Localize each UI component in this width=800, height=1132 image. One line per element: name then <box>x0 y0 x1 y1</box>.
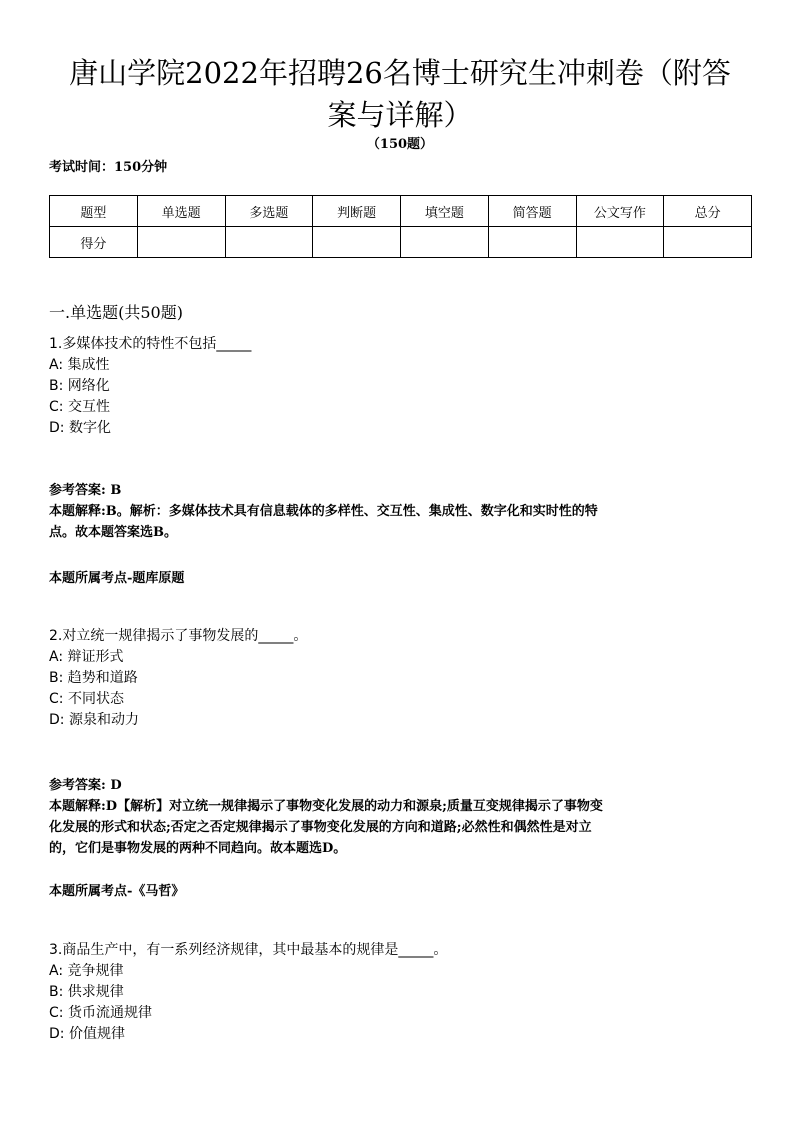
explanation-line: 本题解释:B。解析：多媒体技术具有信息载体的多样性、交互性、集成性、数字化和实时性的特 <box>49 504 598 519</box>
exam-time: 考试时间：150分钟 <box>49 160 168 175</box>
explanation-line: 化发展的形式和状态;否定之否定规律揭示了事物变化发展的方向和道路;必然性和偶然性是对立 <box>49 820 592 835</box>
question-count: （150题） <box>366 137 434 152</box>
question-3 <box>49 940 447 1045</box>
score-header-cell: 填空题 <box>401 196 489 227</box>
question-stem: 3.商品生产中，有一系列经济规律，其中最基本的规律是_____。 <box>49 942 448 958</box>
option-b: B: 网络化 <box>49 378 110 394</box>
score-cell <box>401 227 489 258</box>
option-d: D: 价值规律 <box>49 1026 125 1042</box>
explanation-line: 本题解释:D【解析】对立统一规律揭示了事物变化发展的动力和源泉;质量互变规律揭示了事物变 <box>49 799 603 814</box>
score-table-score-row <box>50 227 752 258</box>
score-table-header-row <box>50 196 752 227</box>
option-d: D: 数字化 <box>49 420 111 436</box>
knowledge-point: 本题所属考点-题库原题 <box>49 571 185 586</box>
option-c: C: 不同状态 <box>49 691 124 707</box>
score-header-cell: 题型 <box>50 196 138 227</box>
score-cell <box>488 227 576 258</box>
section-title: 一.单选题(共50题) <box>49 303 183 322</box>
score-header-cell: 公文写作 <box>576 196 664 227</box>
answer-block-2 <box>49 775 749 859</box>
document-title <box>40 52 760 136</box>
score-header-cell: 多选题 <box>225 196 313 227</box>
score-cell <box>225 227 313 258</box>
explanation-line: 的，它们是事物发展的两种不同趋向。故本题选D。 <box>49 841 347 856</box>
question-1 <box>49 334 251 439</box>
question-stem: 1.多媒体技术的特性不包括_____ <box>49 336 252 352</box>
score-cell <box>664 227 752 258</box>
score-header-cell: 总分 <box>664 196 752 227</box>
question-stem: 2.对立统一规律揭示了事物发展的_____。 <box>49 628 308 644</box>
question-2 <box>49 626 307 731</box>
score-row-label: 得分 <box>50 227 138 258</box>
option-d: D: 源泉和动力 <box>49 712 139 728</box>
option-b: B: 供求规律 <box>49 984 124 1000</box>
reference-answer: 参考答案: D <box>49 778 122 793</box>
option-a: A: 辩证形式 <box>49 649 124 665</box>
explanation-line: 点。故本题答案选B。 <box>49 525 177 540</box>
score-cell <box>137 227 225 258</box>
score-header-cell: 判断题 <box>313 196 401 227</box>
option-c: C: 交互性 <box>49 399 110 415</box>
score-header-cell: 单选题 <box>137 196 225 227</box>
option-c: C: 货币流通规律 <box>49 1005 152 1021</box>
knowledge-point: 本题所属考点-《马哲》 <box>49 884 185 899</box>
option-a: A: 竞争规律 <box>49 963 124 979</box>
answer-block-1 <box>49 480 749 543</box>
title-line-1: 唐山学院2022年招聘26名博士研究生冲刺卷（附答 <box>69 56 731 90</box>
reference-answer: 参考答案: B <box>49 483 122 498</box>
score-cell <box>576 227 664 258</box>
score-header-cell: 简答题 <box>488 196 576 227</box>
title-line-2: 案与详解） <box>327 98 473 132</box>
option-a: A: 集成性 <box>49 357 110 373</box>
score-cell <box>313 227 401 258</box>
option-b: B: 趋势和道路 <box>49 670 138 686</box>
score-table <box>49 195 752 258</box>
